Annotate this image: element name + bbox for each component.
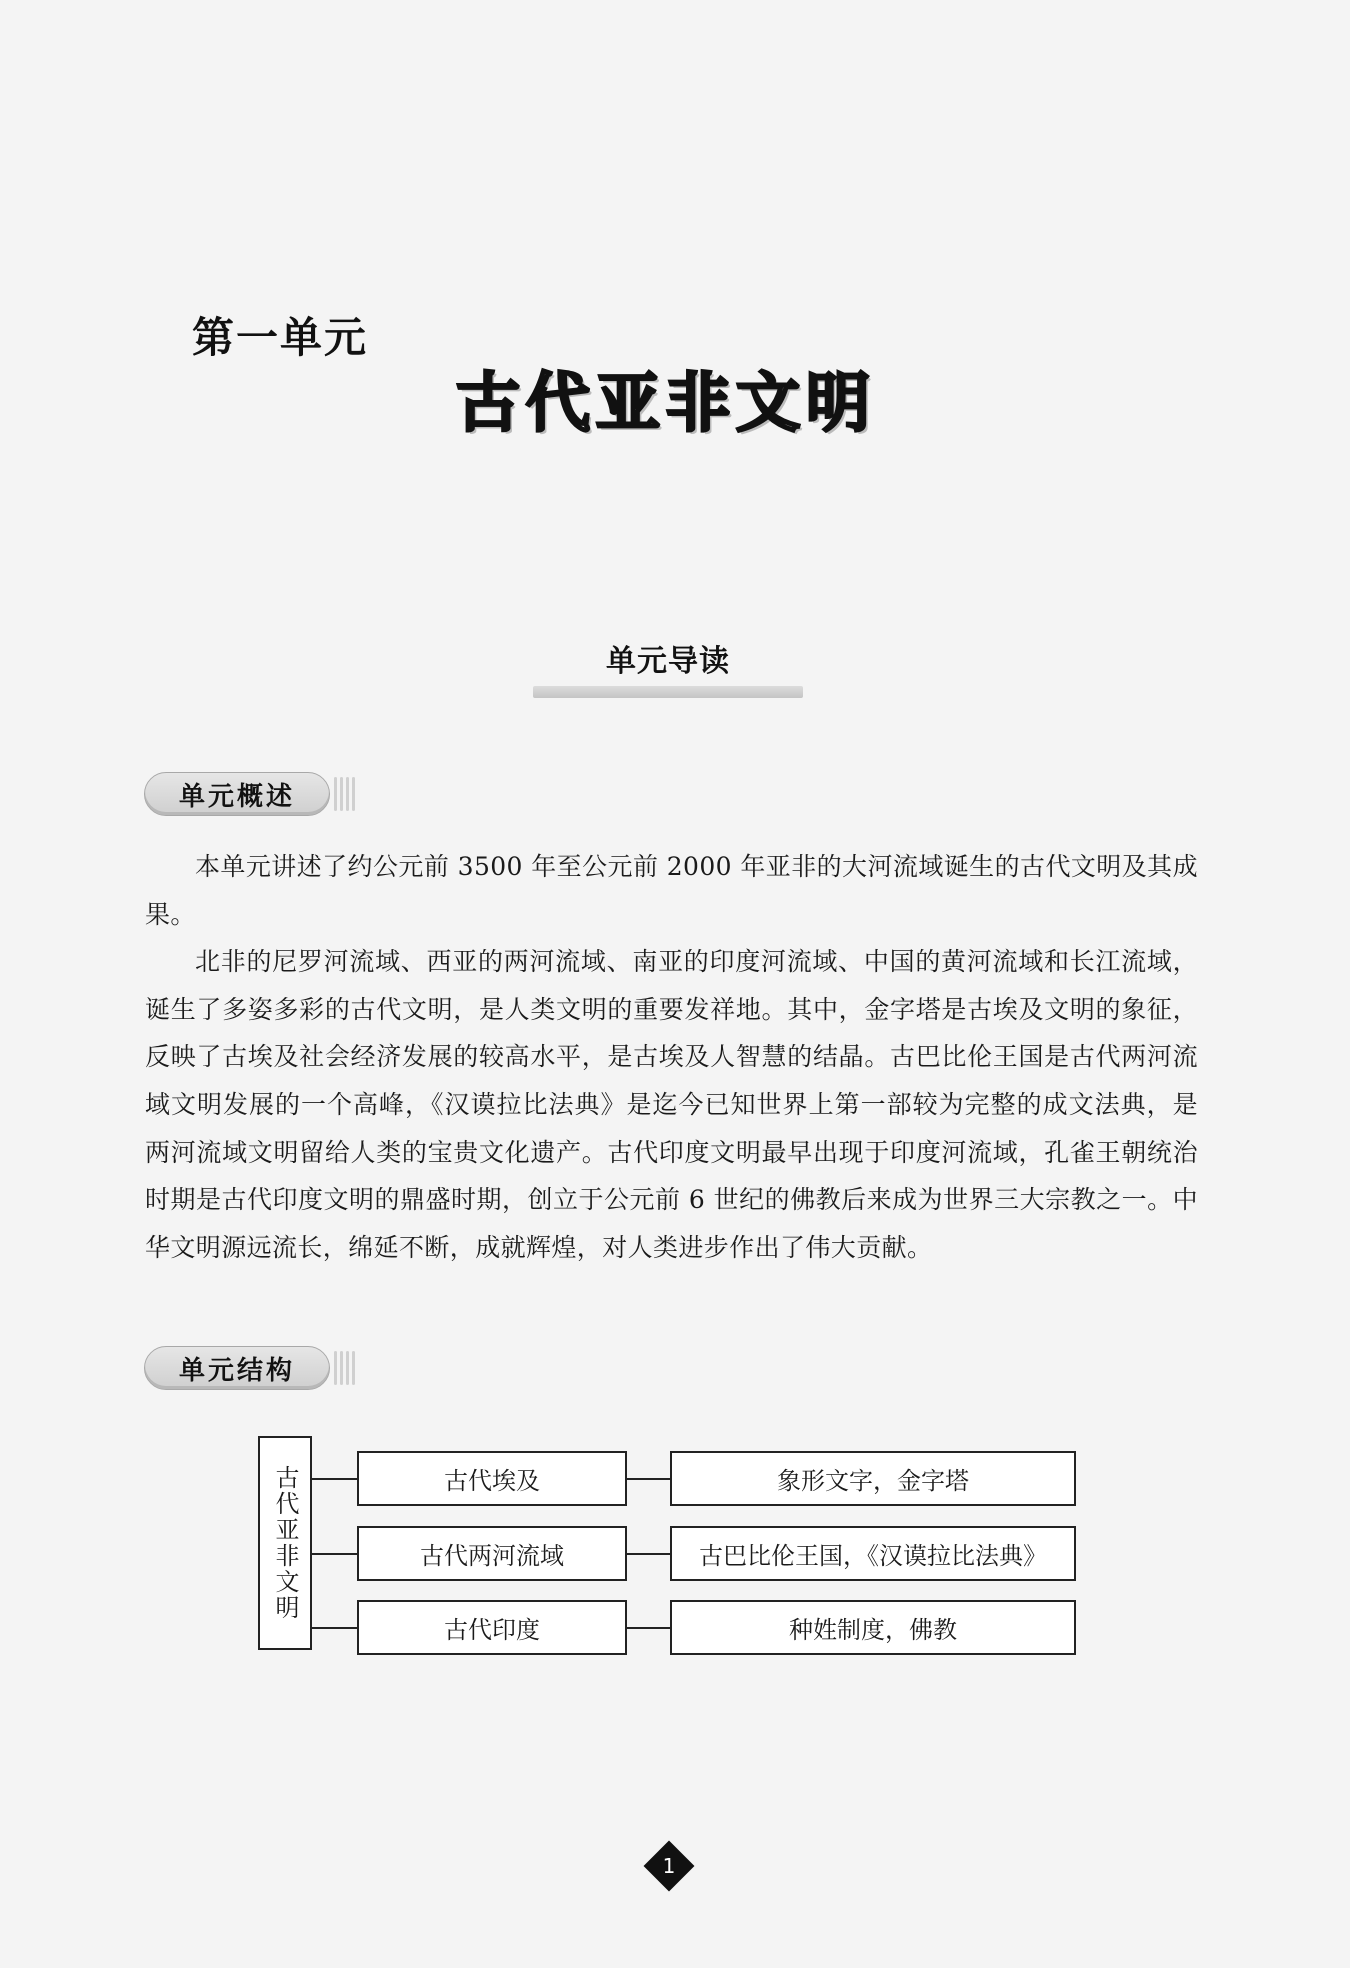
connector-line: [627, 1478, 671, 1480]
structure-tag: [144, 1346, 355, 1390]
tag-ridges-decoration: [334, 777, 355, 811]
page-number: 1: [662, 1854, 676, 1878]
structure-root-box: 古代亚非文明: [258, 1436, 312, 1650]
achievement-box-egypt: 象形文字，金字塔: [670, 1451, 1076, 1506]
unit-guide-heading: [533, 636, 803, 698]
overview-tag: [144, 772, 355, 816]
overview-text: [145, 843, 1198, 1271]
connector-line: [627, 1627, 671, 1629]
unit-guide-title: 单元导读: [606, 644, 730, 679]
achievement-box-mesopotamia: 古巴比伦王国，《汉谟拉比法典》: [670, 1526, 1076, 1581]
unit-label: 第一单元: [192, 313, 369, 362]
connector-line: [627, 1553, 671, 1555]
page-number-badge: [646, 1843, 692, 1889]
achievement-box-india: 种姓制度，佛教: [670, 1600, 1076, 1655]
civilization-box-india: 古代印度: [357, 1600, 627, 1655]
unit-guide-underline: [533, 686, 803, 698]
connector-line: [312, 1478, 358, 1480]
overview-paragraph-2: 北非的尼罗河流域、西亚的两河流域、南亚的印度河流域、中国的黄河流域和长江流域，诞生了多姿多彩的古代文明，是人类文明的重要发祥地。其中，金字塔是古埃及文明的象征，反映了古埃及社会经济发展的较高水平，是古埃及人智慧的结晶。古巴比伦王国是古代两河流域文明发展的一个高峰，《汉谟拉比法典》是迄今已知世界上第一部较为完整的成文法典，是两河流域文明留给人类的宝贵文化遗产。古代印度文明最早出现于印度河流域，孔雀王朝统治时期是古代印度文明的鼎盛时期，创立于公元前 6 世纪的佛教后来成为世界三大宗教之一。中华文明源远流长，绵延不断，成就辉煌，对人类进步作出了伟大贡献。: [145, 947, 1198, 1262]
overview-tag-label: 单元概述: [144, 772, 330, 816]
tag-ridges-decoration: [334, 1351, 355, 1385]
connector-line: [312, 1627, 358, 1629]
civilization-box-mesopotamia: 古代两河流域: [357, 1526, 627, 1581]
overview-paragraph-1: 本单元讲述了约公元前 3500 年至公元前 2000 年亚非的大河流域诞生的古代文明及其成果。: [145, 852, 1198, 929]
structure-tag-label: 单元结构: [144, 1346, 330, 1390]
connector-line: [312, 1553, 358, 1555]
civilization-box-egypt: 古代埃及: [357, 1451, 627, 1506]
unit-title: 古代亚非文明: [456, 367, 876, 441]
